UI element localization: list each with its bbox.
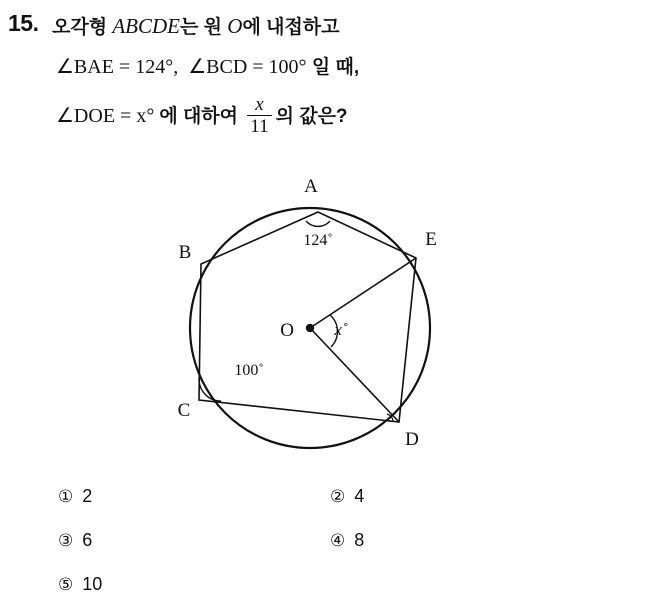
center-label-o: O [280, 320, 294, 341]
choice-3-value: 6 [82, 530, 93, 550]
question-line-3 [56, 96, 348, 139]
question-line2-korean-a: 일 때, [306, 57, 360, 78]
choice-3[interactable] [58, 530, 92, 552]
question-line3-korean-a: 에 대하여 [159, 105, 244, 127]
angle-label-a: 124˚ [303, 232, 333, 249]
center-point-o [306, 324, 314, 332]
vertex-label-b: B [178, 242, 192, 263]
choice-1-value: 2 [82, 486, 93, 506]
angle-arc-a [306, 221, 330, 226]
choice-4-marker: ④ [330, 531, 346, 551]
choice-5-value: 10 [82, 574, 103, 594]
fraction-denominator: 11 [247, 115, 271, 138]
question-line2-math-b: ∠BCD = 100° [188, 56, 307, 78]
choice-1[interactable] [58, 486, 92, 508]
question-line-2 [56, 52, 359, 79]
question-line1-korean-c: 에 내접하고 [242, 17, 340, 38]
vertex-label-c: C [177, 400, 191, 421]
choice-2-value: 4 [354, 486, 365, 506]
angle-label-c: 100˚ [234, 362, 264, 379]
choice-4-value: 8 [354, 530, 365, 550]
question-line2-math-a: ∠BAE = 124°, [56, 56, 179, 78]
choice-4[interactable] [330, 530, 364, 552]
segment-oe [310, 258, 416, 328]
fraction-x-over-11 [247, 95, 271, 138]
choice-2[interactable] [330, 486, 364, 508]
question-line3-korean-b: 의 값은? [275, 105, 348, 127]
question-line1-math-a: ABCDE [112, 14, 180, 38]
choice-5-marker: ⑤ [58, 575, 74, 595]
angle-label-x: x˚ [334, 320, 348, 339]
figure-svg [0, 160, 671, 470]
segment-od [310, 328, 399, 422]
choice-5[interactable] [58, 574, 102, 596]
question-line-1 [52, 12, 340, 39]
fraction-numerator: x [255, 94, 264, 115]
question-line1-korean-a: 오각형 [52, 17, 113, 38]
choice-1-marker: ① [58, 487, 74, 507]
question-line1-korean-b: 는 원 [180, 17, 228, 38]
vertex-label-a: A [304, 176, 318, 197]
vertex-label-e: E [425, 229, 437, 250]
choice-3-marker: ③ [58, 531, 74, 551]
question-number: 15. [8, 10, 39, 36]
choice-2-marker: ② [330, 487, 346, 507]
question-line1-math-b: O [227, 14, 243, 38]
geometry-figure [0, 160, 671, 470]
question-line3-math-a: ∠DOE = x° [56, 104, 155, 127]
vertex-label-d: D [405, 429, 419, 450]
